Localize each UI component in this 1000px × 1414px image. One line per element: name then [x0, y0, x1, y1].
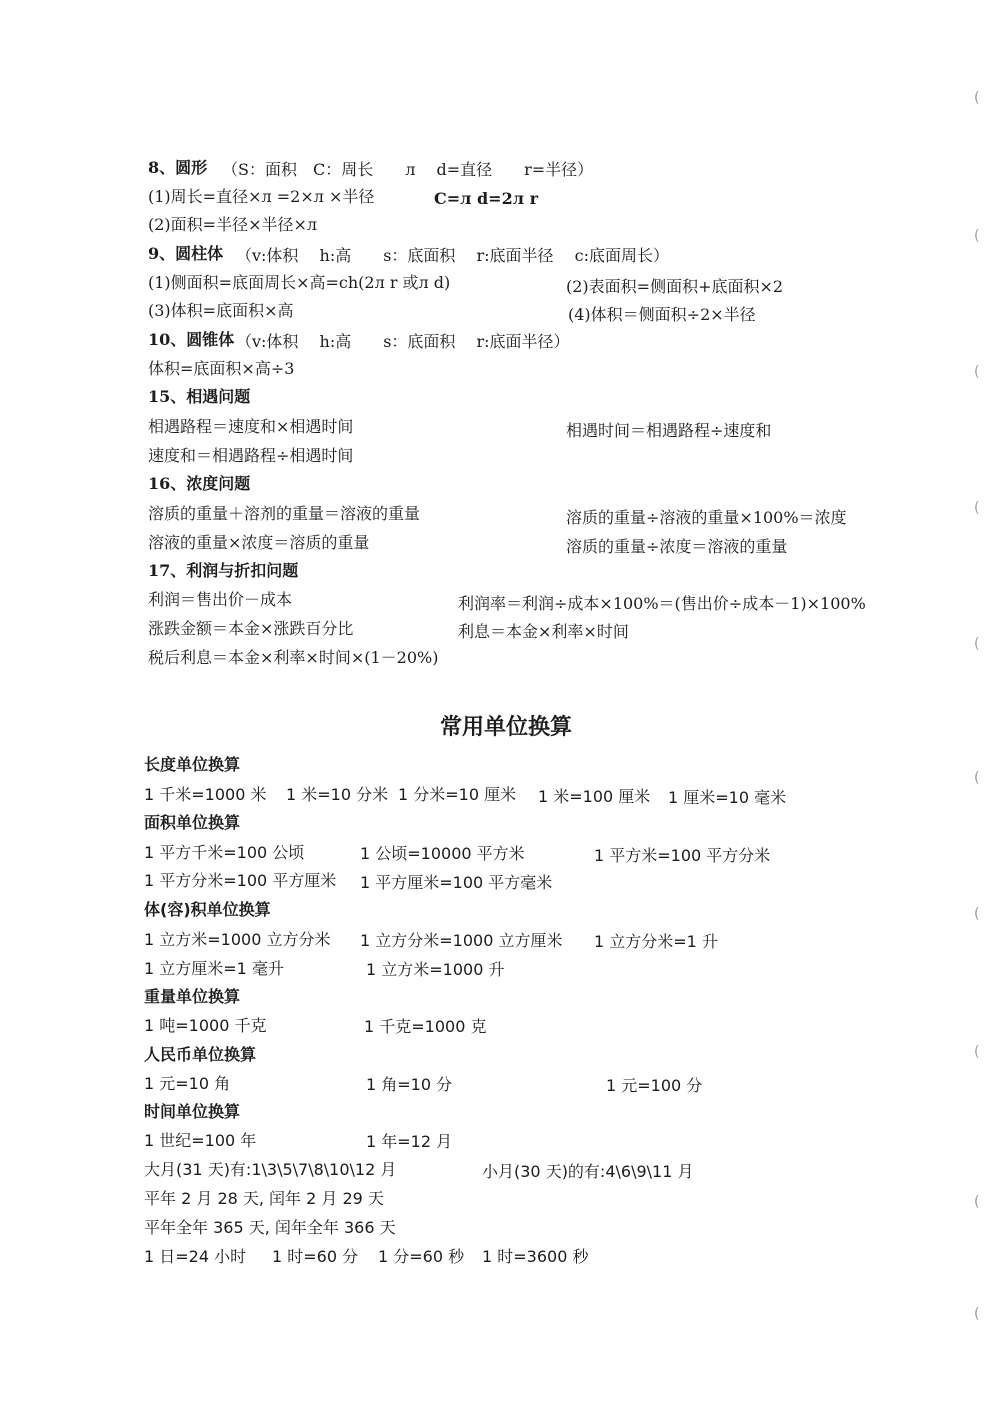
time-item: 1 时=3600 秒	[482, 1247, 589, 1266]
concentration-line-2: 溶质的重量÷溶液的重量×100%＝浓度	[566, 508, 847, 527]
concentration-heading: 16、浓度问题	[148, 474, 251, 493]
area-item: 1 平方厘米=100 平方毫米	[360, 873, 553, 892]
time-item: 1 世纪=100 年	[144, 1131, 257, 1150]
margin-mark: (	[974, 228, 980, 244]
length-item: 1 米=10 分米	[286, 785, 389, 804]
margin-mark: (	[974, 770, 980, 786]
currency-item: 1 元=10 角	[144, 1074, 231, 1093]
circle-perimeter-short: C=л d=2л r	[434, 189, 538, 208]
length-heading: 长度单位换算	[144, 755, 241, 774]
volume-item: 1 立方厘米=1 毫升	[144, 959, 284, 978]
meeting-time: 相遇时间＝相遇路程÷速度和	[566, 421, 772, 440]
cylinder-surface-area: (2)表面积=侧面积+底面积×2	[566, 277, 784, 296]
currency-item: 1 元=100 分	[606, 1076, 703, 1095]
cylinder-volume-alt: (4)体积＝侧面积÷2×半径	[568, 305, 756, 324]
cone-legend: （v:体积 h:高 s：底面积 r:底面半径）	[236, 332, 570, 351]
units-title: 常用单位换算	[440, 715, 573, 740]
weight-item: 1 千克=1000 克	[364, 1017, 487, 1036]
time-heading: 时间单位换算	[144, 1102, 241, 1121]
margin-mark: (	[974, 1044, 980, 1060]
meeting-heading: 15、相遇问题	[148, 387, 251, 406]
time-item: 平年 2 月 28 天, 闰年 2 月 29 天	[144, 1189, 384, 1208]
cylinder-lateral-area: (1)侧面积=底面周长×高=ch(2л r 或л d)	[148, 273, 451, 292]
currency-heading: 人民币单位换算	[144, 1045, 257, 1064]
profit-line-1: 利润＝售出价－成本	[148, 590, 293, 609]
margin-mark: (	[974, 364, 980, 380]
concentration-line-4: 溶质的重量÷浓度＝溶液的重量	[566, 537, 788, 556]
profit-heading: 17、利润与折扣问题	[148, 561, 299, 580]
volume-item: 1 立方分米=1000 立方厘米	[360, 931, 563, 950]
margin-mark: (	[974, 1194, 980, 1210]
circle-legend: （S：面积 C：周长 л d=直径 r=半径）	[222, 160, 594, 179]
time-item: 小月(30 天)的有:4\6\9\11 月	[482, 1162, 694, 1181]
concentration-line-1: 溶质的重量＋溶剂的重量＝溶液的重量	[148, 504, 421, 523]
length-item: 1 米=100 厘米	[538, 787, 651, 806]
time-item: 1 时=60 分	[272, 1247, 359, 1266]
profit-line-2: 利润率＝利润÷成本×100%＝(售出价÷成本－1)×100%	[458, 594, 866, 613]
profit-line-4: 利息＝本金×利率×时间	[458, 622, 629, 641]
circle-heading: 8、圆形	[148, 158, 208, 177]
length-item: 1 厘米=10 毫米	[668, 788, 787, 807]
volume-item: 1 立方米=1000 立方分米	[144, 930, 331, 949]
area-heading: 面积单位换算	[144, 813, 241, 832]
cylinder-heading: 9、圆柱体	[148, 244, 224, 263]
profit-line-3: 涨跌金额＝本金×涨跌百分比	[148, 619, 354, 638]
cylinder-volume: (3)体积=底面积×高	[148, 301, 294, 320]
margin-mark: (	[974, 500, 980, 516]
cone-heading: 10、圆锥体	[148, 330, 235, 349]
margin-mark: (	[974, 636, 980, 652]
area-item: 1 平方分米=100 平方厘米	[144, 871, 337, 890]
time-item: 1 日=24 小时	[144, 1247, 247, 1266]
margin-mark: (	[974, 906, 980, 922]
margin-mark: (	[974, 90, 980, 106]
meeting-speed: 速度和＝相遇路程÷相遇时间	[148, 446, 354, 465]
cylinder-legend: （v:体积 h:高 s：底面积 r:底面半径 c:底面周长）	[236, 246, 669, 265]
circle-area-formula: (2)面积=半径×半径×л	[148, 215, 318, 234]
time-item: 大月(31 天)有:1\3\5\7\8\10\12 月	[144, 1160, 397, 1179]
currency-item: 1 角=10 分	[366, 1075, 453, 1094]
volume-item: 1 立方米=1000 升	[366, 960, 505, 979]
cone-volume: 体积=底面积×高÷3	[148, 359, 295, 378]
weight-item: 1 吨=1000 千克	[144, 1016, 267, 1035]
circle-perimeter-formula: (1)周长=直径×л =2×л ×半径	[148, 187, 375, 206]
area-item: 1 公顷=10000 平方米	[360, 844, 525, 863]
margin-mark: (	[974, 1306, 980, 1322]
time-item: 1 年=12 月	[366, 1132, 453, 1151]
time-item: 1 分=60 秒	[378, 1247, 465, 1266]
meeting-distance: 相遇路程＝速度和×相遇时间	[148, 417, 354, 436]
area-item: 1 平方千米=100 公顷	[144, 843, 305, 862]
length-item: 1 分米=10 厘米	[398, 785, 517, 804]
time-item: 平年全年 365 天, 闰年全年 366 天	[144, 1218, 396, 1237]
volume-heading: 体(容)积单位换算	[144, 900, 271, 919]
area-item: 1 平方米=100 平方分米	[594, 846, 771, 865]
concentration-line-3: 溶液的重量×浓度＝溶质的重量	[148, 533, 370, 552]
volume-item: 1 立方分米=1 升	[594, 932, 718, 951]
profit-line-5: 税后利息＝本金×利率×时间×(1－20%)	[148, 648, 439, 667]
length-item: 1 千米=1000 米	[144, 785, 267, 804]
weight-heading: 重量单位换算	[144, 987, 241, 1006]
